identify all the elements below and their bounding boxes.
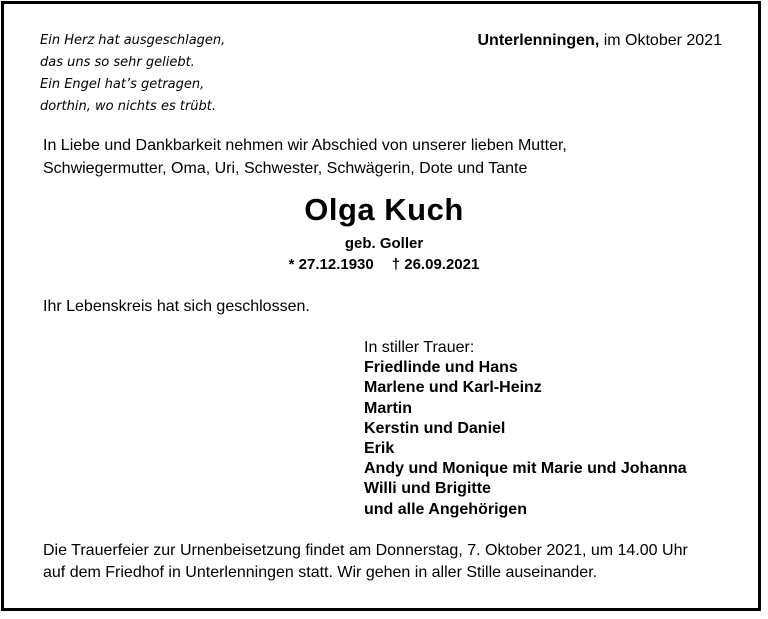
poem-line: dorthin, wo nichts es trübt. [40,99,217,114]
poem-line: Ein Engel hat’s getragen, [40,77,205,92]
intro-text [43,134,567,180]
life-dates [0,256,768,273]
ceremony-line: Die Trauerfeier zur Urnenbeisetzung findet am Donnerstag, 7. Oktober 2021, um 14.00 Uhr [43,542,688,559]
mourners-list [364,338,687,520]
maiden-name: geb. Goller [344,235,424,252]
mourner-name: Andy und Monique mit Marie und Johanna [364,460,687,478]
intro-line: Schwiegermutter, Oma, Uri, Schwester, Schwägerin, Dote und Tante [43,160,528,177]
mourner-name: Erik [364,440,395,458]
deceased-name: Olga Kuch [304,192,464,227]
poem-line: das uns so sehr geliebt. [40,55,195,70]
mourner-name: Martin [364,399,412,417]
birth-date: * 27.12.1930 [288,256,374,273]
intro-line: In Liebe und Dankbarkeit nehmen wir Abschied von unserer lieben Mutter, [43,137,567,154]
mourner-name: und alle Angehörigen [364,500,527,518]
mourner-name: Marlene und Karl-Heinz [364,379,542,397]
poem-line: Ein Herz hat ausgeschlagen, [40,33,226,48]
place: Unterlenningen, [477,32,600,49]
death-date: † 26.09.2021 [391,256,480,273]
place-date [477,32,722,50]
ceremony-info [43,540,688,584]
mourner-name: Willi und Brigitte [364,480,491,498]
life-circle-text: Ihr Lebenskreis hat sich geschlossen. [43,298,310,315]
ceremony-line: auf dem Friedhof in Unterlenningen statt. Wir gehen in aller Stille auseinander. [43,564,598,581]
date: im Oktober 2021 [599,32,722,49]
poem [40,30,225,118]
mourner-name: Friedlinde und Hans [364,359,518,377]
mourner-name: Kerstin und Daniel [364,419,506,437]
mourners-heading: In stiller Trauer: [364,339,475,356]
